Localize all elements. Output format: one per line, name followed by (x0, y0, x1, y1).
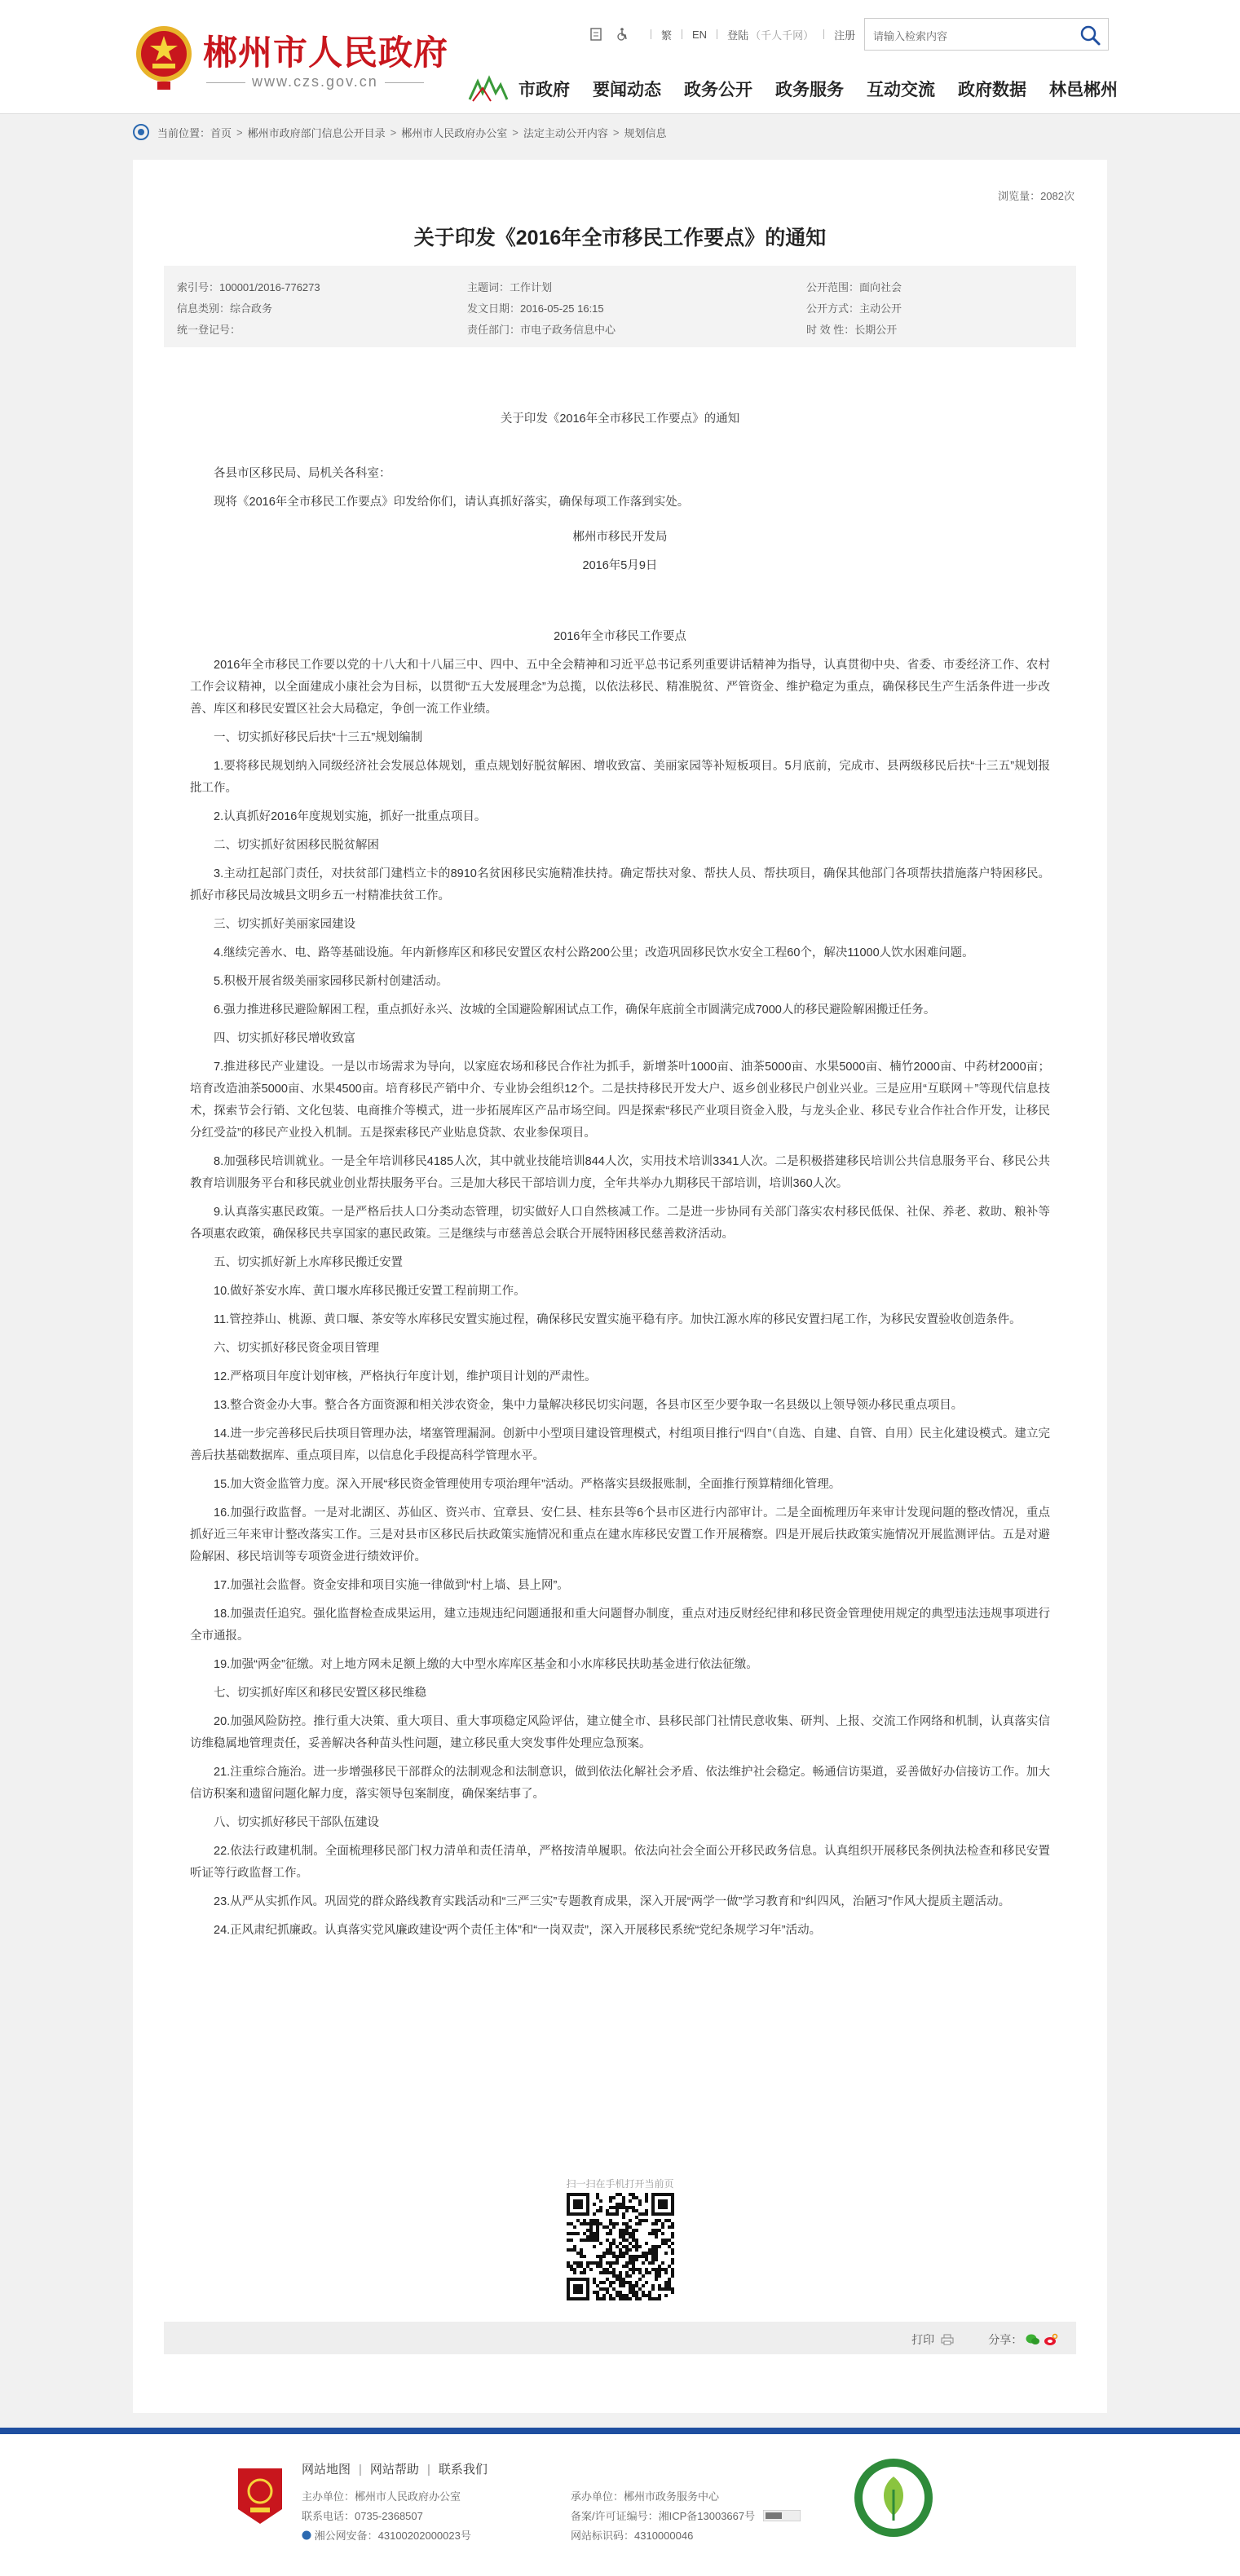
nav-item-interaction[interactable]: 互动交流 (867, 81, 935, 99)
article-paragraph: 各县市区移民局、局机关各科室： (214, 467, 391, 480)
national-emblem-icon (133, 21, 195, 91)
article-paragraph: 一、切实抓好移民后扶“十三五”规划编制 (214, 731, 423, 744)
meta-reg-no: 统一登记号： (177, 324, 241, 336)
meta-date: 发文日期：2016-05-25 16:15 (467, 302, 604, 315)
search-placeholder: 请输入检索内容 (873, 30, 948, 42)
footer-icp[interactable] (571, 2508, 801, 2523)
divider: | (359, 2463, 362, 2477)
qr-code-icon (567, 2193, 674, 2300)
breadcrumb-label: 当前位置： (157, 126, 211, 139)
article-paragraph: 二、切实抓好贫困移民脱贫解困 (214, 839, 379, 852)
nav-item-gov-affairs-disclosure[interactable]: 政务公开 (684, 81, 752, 99)
article-paragraph: 24.正风肃纪抓廉政。认真落实党风廉政建设“两个责任主体”和“一岗双责”，深入开展移民系统“党纪条规学习年”活动。 (214, 1924, 822, 1937)
top-utility-bar (589, 24, 855, 44)
divider: | (426, 2463, 430, 2477)
footer-police-record[interactable] (302, 2527, 471, 2543)
wechat-icon[interactable] (1026, 2333, 1040, 2346)
breadcrumb-item-office[interactable]: 郴州市人民政府办公室 (401, 126, 508, 139)
nav-item-gov-data[interactable]: 政府数据 (958, 81, 1026, 99)
login-extra-text: （千人千网） (750, 29, 814, 42)
accessibility-elder-icon[interactable] (589, 27, 603, 42)
footer-police-text: 湘公网安备：43100202000023号 (314, 2530, 471, 2542)
breadcrumb-item-catalog[interactable]: 郴州市政府部门信息公开目录 (247, 126, 386, 139)
article-paragraph: 三、切实抓好美丽家园建设 (214, 918, 355, 931)
wheelchair-icon[interactable] (615, 27, 629, 42)
meta-mode: 公开方式：主动公开 (806, 302, 902, 315)
footer-phone: 联系电话：0735-2368507 (302, 2510, 423, 2522)
qr-label: 扫一扫在手机打开当前页 (566, 2178, 674, 2190)
print-label: 打印 (911, 2333, 935, 2346)
article-paragraph: 6.强力推进移民避险解困工程，重点抓好永兴、汝城的全国避险解困试点工作，确保年底前全市圆满完成7000人的移民避险解困搬迁任务。 (214, 1003, 936, 1017)
article-paragraph: 19.加强“两金”征缴。对上地方网未足额上缴的大中型水库库区基金和小水库移民扶助基金进行依法征缴。 (214, 1658, 758, 1671)
meta-scope: 公开范围：面向社会 (806, 281, 902, 293)
article-paragraph: 六、切实抓好移民资金项目管理 (214, 1342, 379, 1355)
article-paragraph: 18.加强责任追究。强化监督检查成果运用，建立违规违纪问题通报和重大问题督办制度，重点对违反财经纪律和移民资金管理使用规定的典型违法违规事项进行全市通报。 (190, 1608, 1050, 1643)
footer-links (302, 2460, 488, 2477)
document-metadata (164, 266, 1076, 347)
article-paragraph: 14.进一步完善移民后扶项目管理办法，堵塞管理漏洞。创新中小型项目建设管理模式，村组项目推行“四自”（自选、自建、自管、自用）民主化建设模式。建立完善后扶基础数据库、重点项目库，以信息化手段提高科学管理水平。 (190, 1427, 1050, 1462)
article-paragraph: 1.要将移民规划纳入同级经济社会发展总体规划，重点规划好脱贫解困、增收致富、美丽家园等补短板项目。5月底前，完成市、县两级移民后扶“十三五”规划报批工作。 (190, 760, 1050, 795)
article-paragraph: 10.做好茶安水库、黄口堰水库移民搬迁安置工程前期工作。 (214, 1285, 526, 1298)
article-paragraph: 16.加强行政监督。一是对北湖区、苏仙区、资兴市、宜章县、安仁县、桂东县等6个县市区进行内部审计。二是全面梳理历年来审计发现问题的整改情况，重点抓好近三年来审计整改落实工作。三是对县市区移民后扶政策实施情况和重点在建水库移民安置工作开展稽察。四是开展后扶政策实施情况开展监测评估。五是对避险解困、移民培训等专项资金进行绩效评价。 (190, 1506, 1050, 1564)
article-paragraph: 2.认真抓好2016年度规划实施，抓好一批重点项目。 (214, 810, 487, 823)
meta-validity: 时 效 性：长期公开 (806, 324, 898, 336)
english-link[interactable]: EN (692, 28, 708, 41)
article-paragraph: 11.管控莽山、桃源、黄口堰、茶安等水库移民安置实施过程，确保移民安置实施平稳有序。加快江源水库的移民安置扫尾工作，为移民安置验收创造条件。 (214, 1313, 1022, 1326)
weibo-icon[interactable] (1044, 2333, 1058, 2346)
article-paragraph: 2016年5月9日 (582, 559, 658, 572)
footer-host: 主办单位：郴州市人民政府办公室 (302, 2490, 461, 2503)
location-icon (133, 124, 149, 140)
meta-dept: 责任部门：市电子政务信息中心 (467, 324, 616, 336)
article-paragraph: 23.从严从实抓作风。巩固党的群众路线教育实践活动和“三严三实”专题教育成果，深入开展“两学一做”学习教育和“纠四风，治陋习”作风大提质主题活动。 (214, 1895, 1011, 1908)
article-paragraph: 17.加强社会监督。资金安排和项目实施一律做到“村上墙、县上网”。 (214, 1579, 569, 1592)
search-icon[interactable] (1079, 24, 1101, 46)
register-link[interactable]: 注册 (834, 29, 856, 42)
article-paragraph: 12.严格项目年度计划审核，严格执行年度计划，维护项目计划的严肃性。 (214, 1370, 597, 1383)
footer-icp-text: 备案/许可证编号：湘ICP备13003667号 (571, 2510, 756, 2522)
print-button[interactable] (911, 2331, 954, 2348)
nav-item-city-government[interactable]: 市政府 (519, 81, 570, 99)
breadcrumb (133, 124, 666, 140)
party-gov-badge-icon[interactable] (236, 2467, 284, 2525)
article-paragraph: 现将《2016年全市移民工作要点》印发给你们，请认真抓好落实，确保每项工作落到实处。 (214, 496, 690, 509)
footer-site-code: 网站标识码：4310000046 (571, 2530, 694, 2542)
meta-subject: 主题词：工作计划 (467, 281, 553, 293)
article-title: 关于印发《2016年全市移民工作要点》的通知 (413, 227, 827, 249)
article-paragraph: 八、切实抓好移民干部队伍建设 (214, 1816, 379, 1829)
printer-icon (941, 2334, 954, 2345)
article-paragraph: 关于印发《2016年全市移民工作要点》的通知 (500, 412, 740, 426)
footer-link-sitemap[interactable]: 网站地图 (302, 2463, 351, 2477)
article-paragraph: 8.加强移民培训就业。一是全年培训移民4185人次，其中就业技能培训844人次，实用技术培训3341人次。二是积极搭建移民培训公共信息服务平台、移民公共教育培训服务平台和移民就业创业帮扶服务平台。三是加大移民干部培训力度，全年共举办九期移民干部培训，培训360人次。 (190, 1155, 1050, 1190)
record-badge-icon (763, 2510, 801, 2521)
article-paragraph: 四、切实抓好移民增收致富 (214, 1032, 355, 1045)
breadcrumb-separator: > (236, 126, 243, 139)
police-badge-icon (302, 2530, 311, 2540)
breadcrumb-separator: > (512, 126, 519, 139)
article-paragraph: 15.加大资金监管力度。深入开展“移民资金管理使用专项治理年”活动。严格落实县级报账制，全面推行预算精细化管理。 (214, 1478, 841, 1491)
breadcrumb-separator: > (612, 126, 620, 139)
article-paragraph: 郴州市移民开发局 (572, 531, 668, 544)
nav-item-news[interactable]: 要闻动态 (593, 81, 661, 99)
article-container (133, 160, 1107, 2413)
city-logo-icon (466, 75, 509, 103)
article-paragraph: 22.依法行政建机制。全面梳理移民部门权力清单和责任清单，严格按清单履职。依法向社会全面公开移民政务信息。认真组织开展移民条例执法检查和移民安置听证等行政监督工作。 (190, 1845, 1050, 1880)
civilized-site-badge-icon[interactable] (853, 2457, 934, 2539)
article-body (190, 408, 1050, 1942)
site-title: 郴州市人民政府 (203, 33, 449, 73)
site-footer (0, 2428, 1240, 2576)
site-logo[interactable] (133, 21, 451, 95)
breadcrumb-item-planning[interactable]: 规划信息 (624, 126, 667, 139)
search-input[interactable] (864, 18, 1109, 51)
meta-index-no: 索引号：100001/2016-776273 (177, 281, 320, 293)
article-paragraph: 2016年全市移民工作要以党的十八大和十八届三中、四中、五中全会精神和习近平总书记系列重要讲话精神为指导，认真贯彻中央、省委、市委经济工作、农村工作会议精神，以全面建成小康社会为目标，以贯彻“五大发展理念”为总揽，以依法移民、精准脱贫、严管资金、维护稳定为重点，确保移民生产生活条件进一步改善、库区和移民安置区社会大局稳定，争创一流工作业绩。 (190, 659, 1050, 716)
share-bar (164, 2322, 1076, 2354)
main-nav (466, 75, 1118, 103)
login-link[interactable]: 登陆 (727, 29, 749, 42)
share-group (988, 2331, 1058, 2348)
breadcrumb-item-statutory[interactable]: 法定主动公开内容 (523, 126, 608, 139)
article-paragraph: 7.推进移民产业建设。一是以市场需求为导向，以家庭农场和移民合作社为抓手，新增茶叶1000亩、油茶5000亩、水果5000亩、楠竹2000亩、中药材2000亩；培育改造油茶5000亩、水果4500亩。培育移民产销中介、专业协会组织12个。二是扶持移民开发大户、返乡创业移民户创业兴业。三是应用“互联网＋”等现代信息技术，探索节会行销、文化包装、电商推介等模式，进一步拓展库区产品市场空间。四是探索“移民产业项目资金入股，与龙头企业、移民专业合作社合作开发，让移民分红受益”的移民产业投入机制。五是探索移民产业贴息贷款、农业参保项目。 (190, 1061, 1050, 1140)
footer-undertake: 承办单位：郴州市政务服务中心 (571, 2490, 720, 2503)
meta-category: 信息类别：综合政务 (177, 302, 273, 315)
site-header (0, 0, 1240, 114)
nav-item-linyi-chenzhou[interactable]: 林邑郴州 (1049, 81, 1118, 99)
article-paragraph: 9.认真落实惠民政策。一是严格后扶人口分类动态管理，切实做好人口自然核减工作。二是进一步协同有关部门落实农村移民低保、社保、养老、救助、粮补等各项惠农政策，确保移民共享国家的惠民政策。三是继续与市慈善总会联合开展特困移民慈善救济活动。 (190, 1206, 1050, 1241)
traditional-chinese-link[interactable]: 繁 (661, 29, 673, 42)
article-paragraph: 五、切实抓好新上水库移民搬迁安置 (214, 1256, 403, 1269)
article-paragraph: 2016年全市移民工作要点 (554, 630, 686, 643)
footer-link-contact[interactable]: 联系我们 (438, 2463, 488, 2477)
article-paragraph: 3.主动扛起部门责任，对扶贫部门建档立卡的8910名贫困移民实施精准扶持。确定帮扶对象、帮扶人员、帮扶项目，确保其他部门各项帮扶措施落户特困移民。抓好市移民局汝城县文明乡五一村精准扶贫工作。 (190, 867, 1050, 902)
footer-link-help[interactable]: 网站帮助 (369, 2463, 419, 2477)
site-url: www.czs.gov.cn (255, 73, 430, 90)
divider (823, 29, 824, 39)
article-paragraph: 13.整合资金办大事。整合各方面资源和相关涉农资金，集中力量解决移民切实问题，各县市区至少要争取一名县级以上领导领办移民重点项目。 (214, 1399, 964, 1412)
article-paragraph: 20.加强风险防控。推行重大决策、重大项目、重大事项稳定风险评估，建立健全市、县移民部门社情民意收集、研判、上报、交流工作网络和机制，认真落实信访维稳属地管理责任，妥善解决各种苗头性问题，建立移民重大突发事件处理应急预案。 (190, 1715, 1050, 1750)
nav-item-gov-services[interactable]: 政务服务 (775, 81, 844, 99)
article-paragraph: 21.注重综合施治。进一步增强移民干部群众的法制观念和法制意识，做到依法化解社会矛盾、依法维护社会稳定。畅通信访渠道，妥善做好办信接访工作。加大信访积案和遗留问题化解力度，落实领导包案制度，确保案结事了。 (190, 1766, 1050, 1801)
article-paragraph: 5.积极开展省级美丽家园移民新村创建活动。 (214, 975, 448, 988)
view-count: 浏览量：2082次 (998, 190, 1075, 202)
article-paragraph: 七、切实抓好库区和移民安置区移民维稳 (214, 1687, 426, 1700)
breadcrumb-separator: > (390, 126, 397, 139)
share-label: 分享： (988, 2333, 1023, 2346)
article-paragraph: 4.继续完善水、电、路等基础设施。年内新修库区和移民安置区农村公路200公里；改造巩固移民饮水安全工程60个，解决11000人饮水困难问题。 (214, 946, 974, 959)
breadcrumb-item-home[interactable]: 首页 (210, 126, 232, 139)
